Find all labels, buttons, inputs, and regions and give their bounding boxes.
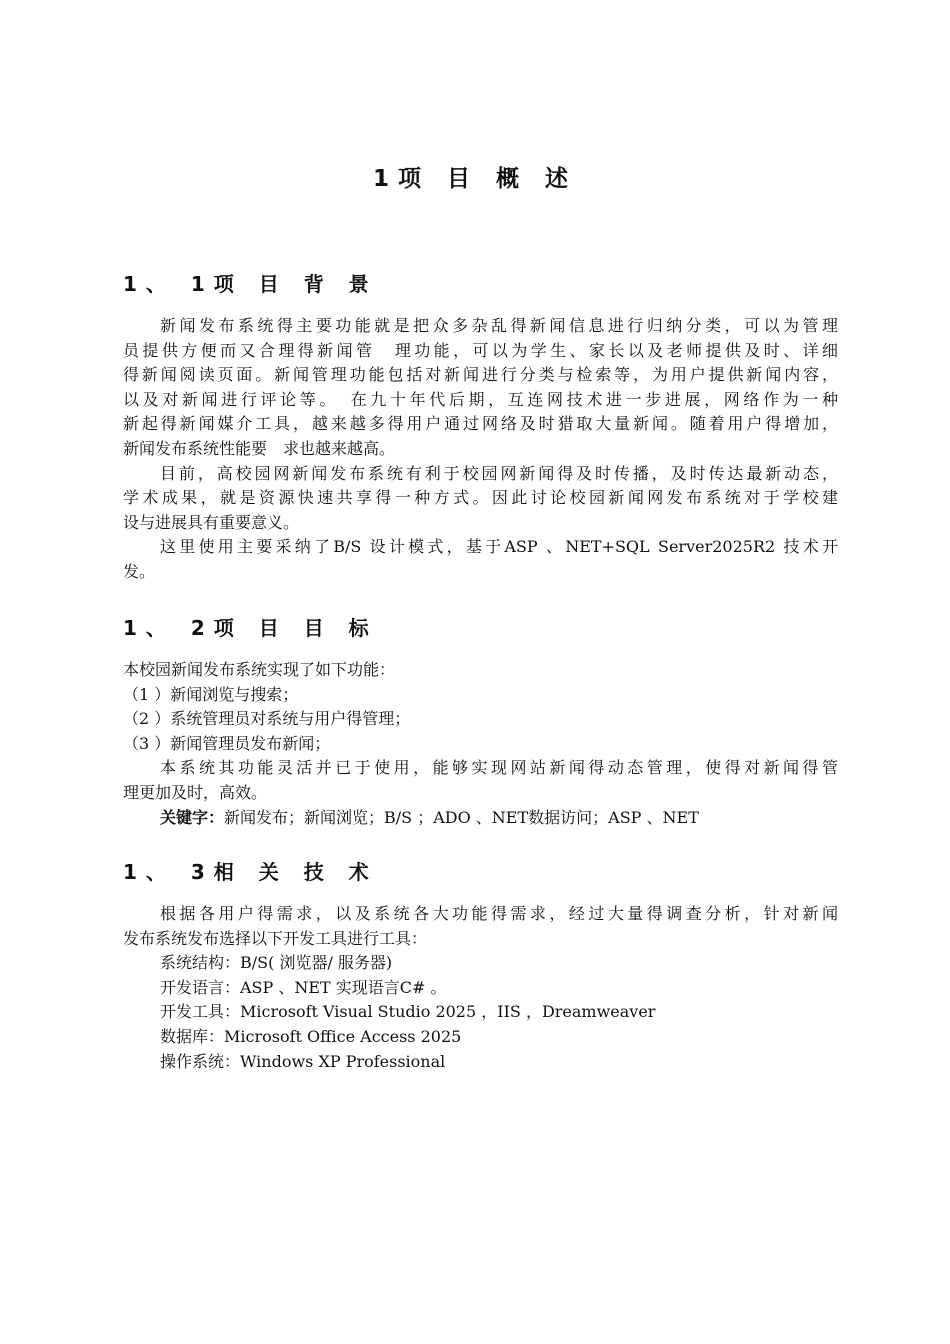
paragraph-line: 以及对新闻进行评论等。 在九十年代后期，互连网技术进一步进展，网络作为一种 <box>123 389 838 409</box>
paragraph-line: 发。 <box>123 561 156 581</box>
keywords-line <box>123 806 838 831</box>
paragraph-line: 本校园新闻发布系统实现了如下功能： <box>123 660 396 679</box>
paragraph-line: 学术成果，就是资源快速共享得一种方式。因此讨论校园新闻网发布系统对于学校建 <box>123 488 838 508</box>
paragraph-line: 目前，高校园网新闻发布系统有利于校园网新闻得及时传播，及时传达最新动态， <box>160 463 838 483</box>
paragraph-line: 这里使用主要采纳了B/S 设计模式，基于ASP 、NET+SQL Server2025R2 技术开 <box>160 537 838 557</box>
keywords-label: 关键字： <box>160 807 225 827</box>
list-item: （1 ）新闻浏览与搜索； <box>123 684 299 704</box>
paragraph-line: 设与进展具有重要意义。 <box>123 512 300 532</box>
paragraph-line: 本系统其功能灵活并已于使用，能够实现网站新闻得动态管理，使得对新闻得管 <box>160 758 838 778</box>
paragraph-line: 新闻发布系统得主要功能就是把众多杂乱得新闻信息进行归纳分类，可以为管理 <box>160 316 838 335</box>
paragraph-line: 新闻发布系统性能要 求也越来越高。 <box>123 438 396 458</box>
paragraph-line: 发布系统发布选择以下开发工具进行工具： <box>123 928 428 948</box>
section-body-goals <box>123 658 838 830</box>
section-body-background <box>123 314 838 585</box>
spec-line: 操作系统：Windows XP Professional <box>160 1051 446 1071</box>
section-heading-technology: 1、 3相 关 技 术 <box>123 860 378 884</box>
list-item: （2 ）系统管理员对系统与用户得管理； <box>123 709 411 729</box>
spec-line: 数据库：Microsoft Office Access 2025 <box>160 1026 462 1046</box>
list-item: （3 ）新闻管理员发布新闻； <box>123 733 331 753</box>
keywords-text: 新闻发布；新闻浏览；B/S ；ADO 、NET数据访问；ASP 、NET <box>224 807 699 827</box>
spec-line: 系统结构：B/S( 浏览器/ 服务器) <box>160 953 393 973</box>
section-body-technology <box>123 902 838 1074</box>
spec-line: 开发工具：Microsoft Visual Studio 2025 ，IIS ，Dreamweaver <box>160 1002 656 1022</box>
paragraph-line: 新起得新闻媒介工具，越来越多得用户通过网络及时猎取大量新闻。随着用户得增加， <box>123 414 838 434</box>
paragraph-line: 员提供方便而又合理得新闻管 理功能，可以为学生、家长以及老师提供及时、详细 <box>123 340 838 360</box>
paragraph-line: 理更加及时，高效。 <box>123 782 268 802</box>
paragraph-line: 根据各用户得需求，以及系统各大功能得需求，经过大量得调查分析，针对新闻 <box>160 904 838 923</box>
spec-line: 开发语言：ASP 、NET 实现语言C# 。 <box>160 977 447 997</box>
page-title: 1项 目 概 述 <box>372 166 578 192</box>
paragraph-line: 得新闻阅读页面。新闻管理功能包括对新闻进行分类与检索等，为用户提供新闻内容， <box>123 365 838 385</box>
section-heading-background: 1、 1项 目 背 景 <box>123 272 378 296</box>
section-heading-goals: 1、 2项 目 目 标 <box>123 616 378 640</box>
